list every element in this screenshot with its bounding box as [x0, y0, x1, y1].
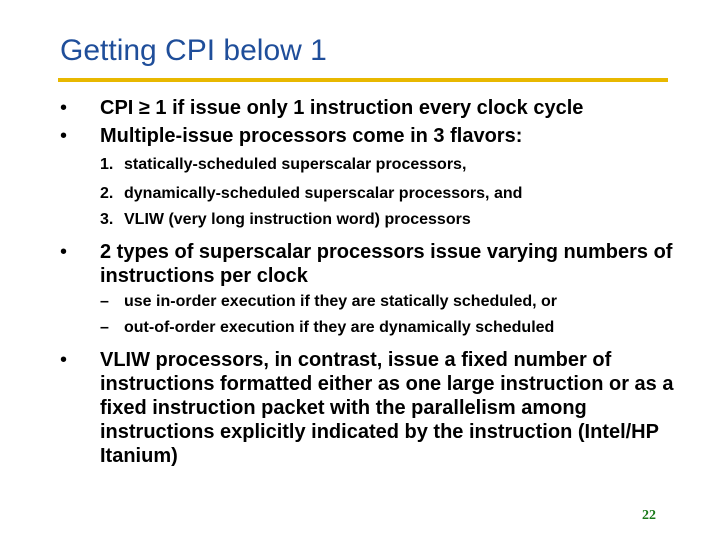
bullet-text: VLIW processors, in contrast, issue a fixed number of instructions formatted either as one large instruction or as a fixed instruction packet with the parallelism among instructions explicitly indicated by the instruction (Intel/HP Itanium) [100, 349, 674, 467]
bullet-marker: • [60, 349, 68, 371]
dash-marker: – [100, 293, 109, 310]
bullet-text: 2 types of superscalar processors issue varying numbers of instructions per clock [100, 241, 673, 287]
bullet-marker: • [60, 125, 68, 147]
title-underline [58, 78, 668, 82]
number-marker: 1. [100, 156, 114, 173]
numbered-text: VLIW (very long instruction word) processors [124, 211, 471, 228]
dash-text: out-of-order execution if they are dynamically scheduled [124, 319, 555, 336]
slide-title: Getting CPI below 1 [60, 34, 327, 67]
bullet-text: Multiple-issue processors come in 3 flavors: [100, 125, 523, 147]
page-number: 22 [642, 508, 656, 523]
dash-marker: – [100, 319, 109, 336]
bullet-marker: • [60, 97, 68, 119]
numbered-text: statically-scheduled superscalar processors, [124, 156, 467, 173]
numbered-text: dynamically-scheduled superscalar processors, and [124, 185, 523, 202]
number-marker: 3. [100, 211, 114, 228]
number-marker: 2. [100, 185, 114, 202]
bullet-marker: • [60, 241, 68, 263]
bullet-text: CPI ≥ 1 if issue only 1 instruction every clock cycle [100, 97, 584, 119]
dash-text: use in-order execution if they are statically scheduled, or [124, 293, 558, 310]
